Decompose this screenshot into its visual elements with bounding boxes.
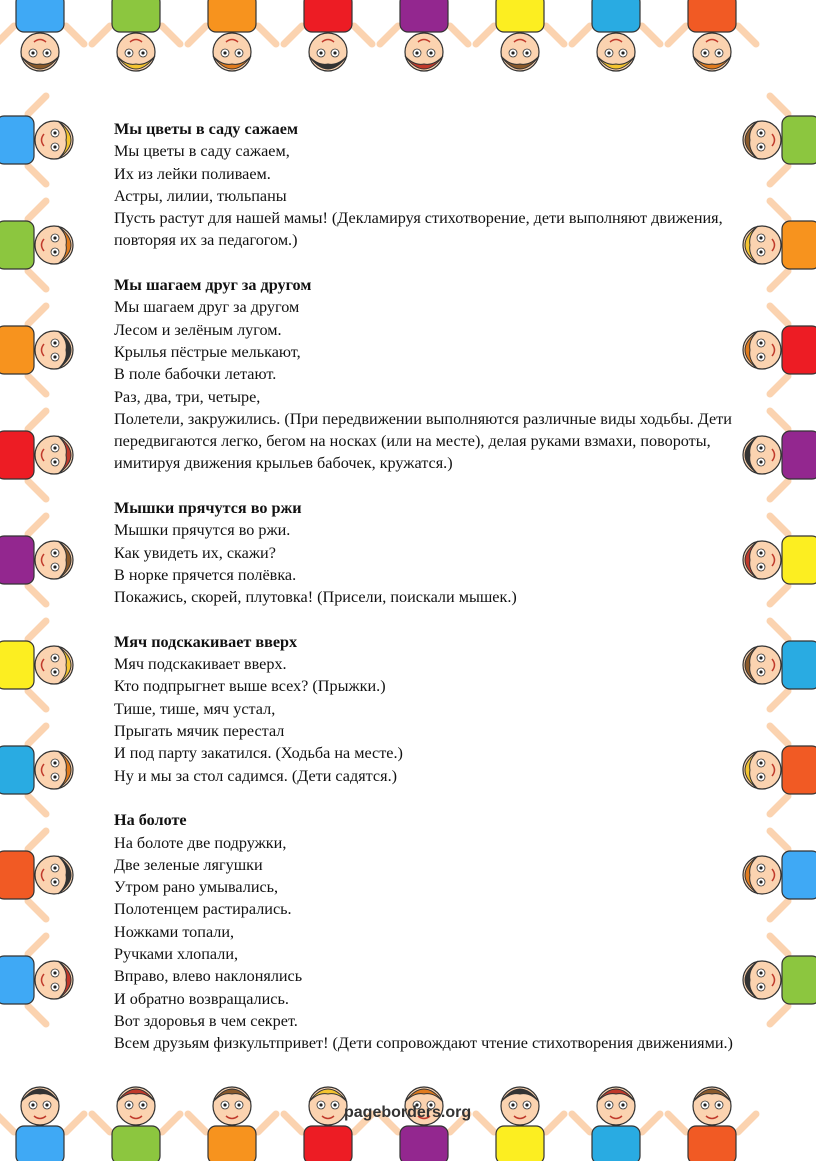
document-body — [114, 118, 754, 1077]
child-figure — [0, 306, 73, 394]
poem-line: Две зеленые лягушки — [114, 855, 263, 874]
watermark: pageborders.org — [344, 1104, 472, 1121]
poem-line: В норке прячется полёвка. — [114, 565, 297, 584]
poem-line: Ножками топали, — [114, 922, 235, 941]
child-figure — [0, 0, 84, 71]
poem-title: Мяч подскакивает вверх — [114, 632, 298, 651]
poem-line: Полетели, закружились. (При передвижении выполняются различные виды ходьбы. Дети передвигаются легко, бегом на носках (или на месте), делая руками взмахи, повороты, имитируя движения крыльев бабочек, кружатся.) — [114, 409, 732, 473]
poem-title: На болоте — [114, 811, 187, 830]
poem-line: Как увидеть их, скажи? — [114, 543, 276, 562]
child-figure — [92, 0, 180, 71]
poem-line: Полотенцем растирались. — [114, 900, 292, 919]
child-figure — [188, 0, 276, 71]
poem-line: Крылья пёстрые мелькают, — [114, 342, 301, 361]
poem-line: Лесом и зелёным лугом. — [114, 320, 282, 339]
poem-line: Раз, два, три, четыре, — [114, 387, 261, 406]
child-figure — [476, 1087, 564, 1161]
poem-line: На болоте две подружки, — [114, 833, 287, 852]
child-figure — [380, 0, 468, 71]
poem-section — [114, 809, 754, 1054]
child-figure — [0, 621, 73, 709]
poem-title: Мы цветы в саду сажаем — [114, 120, 298, 138]
poem-section — [114, 497, 754, 608]
child-figure — [0, 411, 73, 499]
poem-line: В поле бабочки летают. — [114, 365, 277, 384]
child-figure — [476, 0, 564, 71]
child-figure — [0, 201, 73, 289]
poem-line: Мышки прячутся во ржи. — [114, 521, 291, 540]
child-figure — [668, 1087, 756, 1161]
poem-line: Тише, тише, мяч устал, — [114, 699, 276, 718]
poem-line: Покажись, скорей, плутовка! (Присели, поискали мышек.) — [114, 588, 517, 607]
poem-line: Прыгать мячик перестал — [114, 722, 285, 741]
child-figure — [92, 1087, 180, 1161]
poem-line: Мяч подскакивает вверх. — [114, 655, 287, 674]
poem-section — [114, 274, 754, 475]
poem-section — [114, 631, 754, 787]
child-figure — [0, 516, 73, 604]
child-figure — [284, 1087, 372, 1161]
poem-line: Утром рано умывались, — [114, 878, 279, 897]
child-figure — [0, 726, 73, 814]
poem-line: Всем друзьям физкультпривет! (Дети сопровождают чтение стихотворения движениями.) — [114, 1034, 733, 1053]
poem-line: И под парту закатился. (Ходьба на месте.) — [114, 744, 403, 763]
poem-title: Мы шагаем друг за другом — [114, 276, 312, 295]
poem-line: Вот здоровья в чем секрет. — [114, 1011, 298, 1030]
child-figure — [572, 1087, 660, 1161]
child-figure — [0, 936, 73, 1024]
child-figure — [380, 1087, 468, 1161]
poem-line: Вправо, влево наклонялись — [114, 967, 303, 986]
poem-section — [114, 118, 754, 252]
child-figure — [668, 0, 756, 71]
child-figure — [0, 831, 73, 919]
poem-line: Ручками хлопали, — [114, 944, 239, 963]
poem-line: И обратно возвращались. — [114, 989, 289, 1008]
poem-line: Кто подпрыгнет выше всех? (Прыжки.) — [114, 677, 386, 696]
poem-line: Мы шагаем друг за другом — [114, 298, 300, 317]
child-figure — [284, 0, 372, 71]
poem-line: Астры, лилии, тюльпаны — [114, 186, 287, 205]
poem-line: Их из лейки поливаем. — [114, 164, 271, 183]
poem-line: Мы цветы в саду сажаем, — [114, 142, 290, 161]
poem-line: Ну и мы за стол садимся. (Дети садятся.) — [114, 766, 398, 785]
child-figure — [0, 1087, 84, 1161]
child-figure — [0, 96, 73, 184]
poem-title: Мышки прячутся во ржи — [114, 499, 302, 518]
child-figure — [188, 1087, 276, 1161]
poem-line: Пусть растут для нашей мамы! (Декламируя стихотворение, дети выполняют движения, повторяя их за педагогом.) — [114, 209, 723, 250]
child-figure — [572, 0, 660, 71]
